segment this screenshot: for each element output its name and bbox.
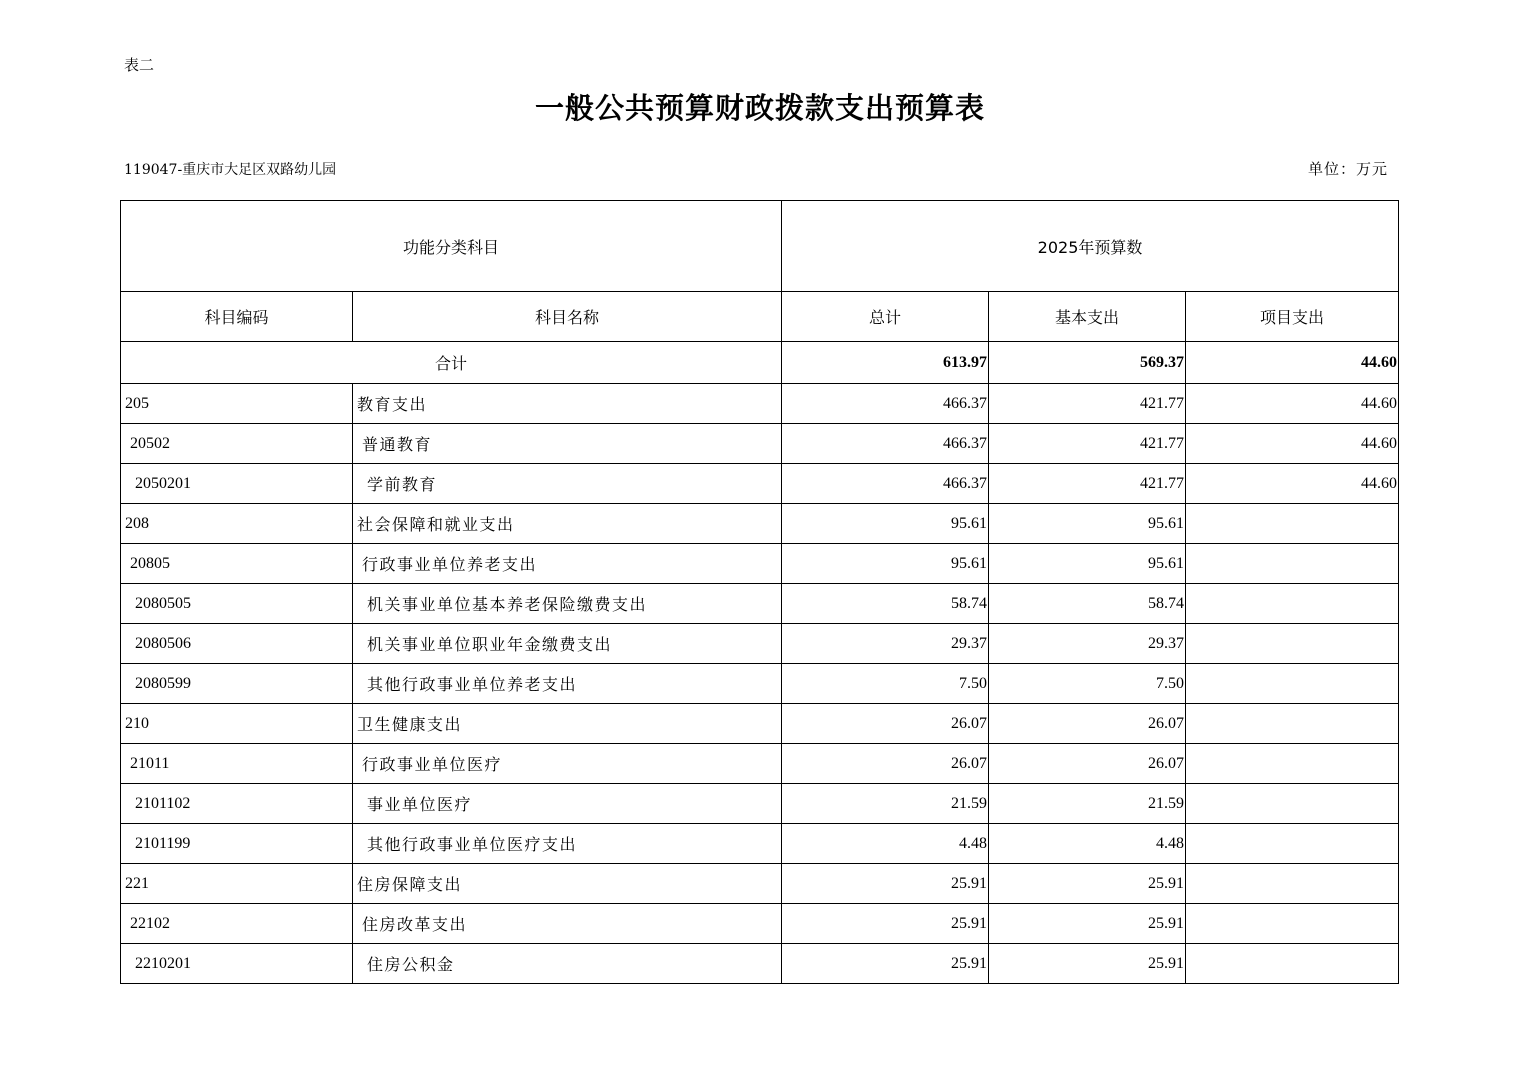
row-project: 44.60 (1186, 464, 1399, 504)
row-total: 466.37 (782, 384, 989, 424)
row-total: 25.91 (782, 864, 989, 904)
row-project (1186, 504, 1399, 544)
total-project: 44.60 (1186, 342, 1399, 384)
row-code: 2080505 (121, 584, 353, 624)
row-basic: 95.61 (989, 504, 1186, 544)
table-row (121, 544, 1399, 584)
page-label: 表二 (124, 56, 155, 74)
header-func-category: 功能分类科目 (121, 201, 782, 292)
row-name: 机关事业单位基本养老保险缴费支出 (353, 584, 782, 624)
header-name: 科目名称 (353, 292, 782, 342)
table-row (121, 744, 1399, 784)
row-project (1186, 744, 1399, 784)
row-basic: 25.91 (989, 904, 1186, 944)
row-code: 2050201 (121, 464, 353, 504)
table-row (121, 504, 1399, 544)
row-project (1186, 904, 1399, 944)
row-project (1186, 584, 1399, 624)
unit-label: 单位：万元 (1308, 160, 1389, 178)
header-total: 总计 (782, 292, 989, 342)
table-row (121, 424, 1399, 464)
budget-table (120, 200, 1399, 984)
row-code: 210 (121, 704, 353, 744)
row-basic: 26.07 (989, 744, 1186, 784)
row-code: 21011 (121, 744, 353, 784)
table-row (121, 944, 1399, 984)
total-basic: 569.37 (989, 342, 1186, 384)
row-code: 2080506 (121, 624, 353, 664)
row-name: 学前教育 (353, 464, 782, 504)
header-project: 项目支出 (1186, 292, 1399, 342)
row-project (1186, 784, 1399, 824)
row-total: 29.37 (782, 624, 989, 664)
row-code: 2101102 (121, 784, 353, 824)
row-project (1186, 664, 1399, 704)
organization-name: 119047-重庆市大足区双路幼儿园 (124, 162, 337, 178)
row-total: 466.37 (782, 424, 989, 464)
row-basic: 4.48 (989, 824, 1186, 864)
row-name: 教育支出 (353, 384, 782, 424)
total-row (121, 342, 1399, 384)
row-total: 7.50 (782, 664, 989, 704)
row-basic: 421.77 (989, 464, 1186, 504)
row-code: 2101199 (121, 824, 353, 864)
row-basic: 25.91 (989, 944, 1186, 984)
row-project (1186, 624, 1399, 664)
row-total: 466.37 (782, 464, 989, 504)
row-name: 事业单位医疗 (353, 784, 782, 824)
row-project: 44.60 (1186, 384, 1399, 424)
row-name: 住房保障支出 (353, 864, 782, 904)
row-name: 其他行政事业单位养老支出 (353, 664, 782, 704)
header-budget-year: 2025年预算数 (782, 201, 1399, 292)
row-name: 行政事业单位医疗 (353, 744, 782, 784)
table-row (121, 784, 1399, 824)
row-total: 26.07 (782, 704, 989, 744)
row-total: 4.48 (782, 824, 989, 864)
total-label: 合计 (121, 342, 782, 384)
row-code: 2210201 (121, 944, 353, 984)
row-basic: 29.37 (989, 624, 1186, 664)
row-code: 208 (121, 504, 353, 544)
table-row (121, 704, 1399, 744)
row-code: 20502 (121, 424, 353, 464)
row-project: 44.60 (1186, 424, 1399, 464)
total-total: 613.97 (782, 342, 989, 384)
row-name: 卫生健康支出 (353, 704, 782, 744)
row-basic: 26.07 (989, 704, 1186, 744)
row-total: 25.91 (782, 904, 989, 944)
row-code: 22102 (121, 904, 353, 944)
row-project (1186, 864, 1399, 904)
row-total: 21.59 (782, 784, 989, 824)
row-code: 221 (121, 864, 353, 904)
table-row (121, 464, 1399, 504)
table-row (121, 584, 1399, 624)
row-basic: 25.91 (989, 864, 1186, 904)
row-total: 26.07 (782, 744, 989, 784)
row-total: 25.91 (782, 944, 989, 984)
table-row (121, 624, 1399, 664)
header-row-1 (121, 201, 1399, 292)
table-row (121, 664, 1399, 704)
row-basic: 58.74 (989, 584, 1186, 624)
row-code: 205 (121, 384, 353, 424)
row-name: 社会保障和就业支出 (353, 504, 782, 544)
row-name: 其他行政事业单位医疗支出 (353, 824, 782, 864)
row-basic: 421.77 (989, 384, 1186, 424)
row-code: 20805 (121, 544, 353, 584)
row-basic: 21.59 (989, 784, 1186, 824)
header-row-2 (121, 292, 1399, 342)
table-row (121, 864, 1399, 904)
row-project (1186, 704, 1399, 744)
page-title: 一般公共预算财政拨款支出预算表 (534, 91, 985, 125)
table-row (121, 384, 1399, 424)
header-basic: 基本支出 (989, 292, 1186, 342)
row-name: 普通教育 (353, 424, 782, 464)
row-basic: 421.77 (989, 424, 1186, 464)
row-total: 95.61 (782, 544, 989, 584)
row-name: 机关事业单位职业年金缴费支出 (353, 624, 782, 664)
row-total: 95.61 (782, 504, 989, 544)
table-row (121, 824, 1399, 864)
row-basic: 95.61 (989, 544, 1186, 584)
row-project (1186, 824, 1399, 864)
row-name: 行政事业单位养老支出 (353, 544, 782, 584)
row-name: 住房改革支出 (353, 904, 782, 944)
row-project (1186, 944, 1399, 984)
header-code: 科目编码 (121, 292, 353, 342)
row-name: 住房公积金 (353, 944, 782, 984)
row-basic: 7.50 (989, 664, 1186, 704)
row-project (1186, 544, 1399, 584)
row-total: 58.74 (782, 584, 989, 624)
row-code: 2080599 (121, 664, 353, 704)
table-row (121, 904, 1399, 944)
